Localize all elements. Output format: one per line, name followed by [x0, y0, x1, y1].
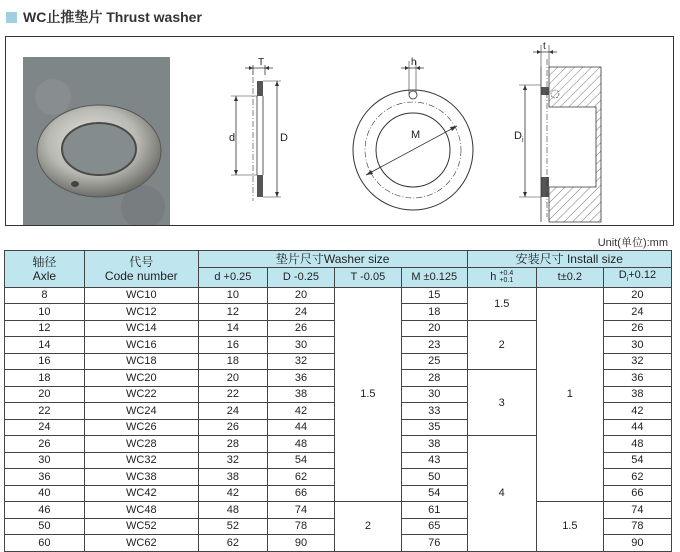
cell-axle: 10 — [5, 304, 85, 321]
cell-axle: 18 — [5, 370, 85, 387]
cell-M: 23 — [401, 337, 467, 354]
cell-D: 54 — [268, 452, 335, 469]
cell-d: 20 — [198, 370, 267, 387]
cell-M: 50 — [401, 469, 467, 486]
cell-axle: 14 — [5, 337, 85, 354]
cell-code: WC26 — [84, 419, 198, 436]
cell-D: 38 — [268, 386, 335, 403]
cell-D: 48 — [268, 436, 335, 453]
cell-D: 30 — [268, 337, 335, 354]
cell-D: 90 — [268, 535, 335, 552]
cell-Di: 36 — [603, 370, 671, 387]
washer-photo — [23, 57, 170, 225]
dim-label-t: t — [543, 41, 546, 52]
cell-code: WC20 — [84, 370, 198, 387]
dim-label-M: M — [411, 129, 421, 141]
cell-D: 32 — [268, 353, 335, 370]
cell-M: 61 — [401, 502, 467, 519]
page-header — [6, 8, 202, 26]
cell-M: 15 — [401, 287, 467, 304]
cell-D: 42 — [268, 403, 335, 420]
cell-Di: 54 — [603, 452, 671, 469]
cell-M: 33 — [401, 403, 467, 420]
header-M: M ±0.125 — [401, 267, 467, 287]
cell-Di: 38 — [603, 386, 671, 403]
cell-t: 1.5 — [536, 502, 603, 552]
cell-code: WC48 — [84, 502, 198, 519]
header-T: T -0.05 — [334, 267, 401, 287]
cell-D: 78 — [268, 518, 335, 535]
cell-Di: 20 — [603, 287, 671, 304]
cell-Di: 24 — [603, 304, 671, 321]
cell-t: 1 — [536, 287, 603, 502]
cell-d: 26 — [198, 419, 267, 436]
cell-axle: 46 — [5, 502, 85, 519]
cell-M: 38 — [401, 436, 467, 453]
cell-D: 20 — [268, 287, 335, 304]
cell-D: 66 — [268, 485, 335, 502]
cell-code: WC18 — [84, 353, 198, 370]
cell-M: 18 — [401, 304, 467, 321]
cell-D: 24 — [268, 304, 335, 321]
cell-M: 25 — [401, 353, 467, 370]
spec-table — [4, 250, 672, 552]
cell-h: 1.5 — [467, 287, 536, 320]
cell-M: 65 — [401, 518, 467, 535]
cell-code: WC14 — [84, 320, 198, 337]
cell-Di: 30 — [603, 337, 671, 354]
dim-label-d: d — [229, 132, 236, 144]
header-axle: 轴径 Axle — [5, 251, 85, 288]
unit-label: Unit(单位):mm — [597, 237, 668, 249]
cell-axle: 22 — [5, 403, 85, 420]
cell-Di: 62 — [603, 469, 671, 486]
cell-code: WC62 — [84, 535, 198, 552]
cell-code: WC42 — [84, 485, 198, 502]
cell-code: WC12 — [84, 304, 198, 321]
cell-D: 44 — [268, 419, 335, 436]
cell-Di: 90 — [603, 535, 671, 552]
cell-d: 28 — [198, 436, 267, 453]
cell-d: 52 — [198, 518, 267, 535]
drawing-panel — [5, 36, 674, 226]
cell-axle: 36 — [5, 469, 85, 486]
cell-axle: 30 — [5, 452, 85, 469]
cell-d: 32 — [198, 452, 267, 469]
cell-axle: 12 — [5, 320, 85, 337]
cell-d: 22 — [198, 386, 267, 403]
cell-code: WC38 — [84, 469, 198, 486]
header-install-size: 安装尺寸 Install size — [467, 251, 671, 268]
cell-code: WC16 — [84, 337, 198, 354]
table-row — [5, 502, 672, 519]
section-view-drawing — [211, 51, 311, 225]
cell-h: 4 — [467, 436, 536, 552]
spec-table-body — [5, 287, 672, 551]
cell-D: 36 — [268, 370, 335, 387]
dim-label-T: T — [258, 57, 265, 68]
cell-M: 28 — [401, 370, 467, 387]
cell-h: 3 — [467, 370, 536, 436]
cell-d: 12 — [198, 304, 267, 321]
cell-axle: 8 — [5, 287, 85, 304]
cell-d: 42 — [198, 485, 267, 502]
cell-Di: 78 — [603, 518, 671, 535]
cell-Di: 44 — [603, 419, 671, 436]
header-d: d +0.25 — [198, 267, 267, 287]
dim-label-D: D — [280, 132, 288, 144]
header-code: 代号 Code number — [84, 251, 198, 288]
cell-D: 26 — [268, 320, 335, 337]
cell-axle: 24 — [5, 419, 85, 436]
cell-Di: 32 — [603, 353, 671, 370]
header-t: t±0.2 — [536, 267, 603, 287]
dim-label-Di: $D_i$ — [514, 130, 524, 145]
cell-d: 62 — [198, 535, 267, 552]
cell-d: 48 — [198, 502, 267, 519]
cell-Di: 48 — [603, 436, 671, 453]
cell-T: 2 — [334, 502, 401, 552]
cell-d: 10 — [198, 287, 267, 304]
cell-Di: 74 — [603, 502, 671, 519]
cell-D: 62 — [268, 469, 335, 486]
cell-M: 76 — [401, 535, 467, 552]
title-marker — [6, 12, 17, 23]
cell-d: 18 — [198, 353, 267, 370]
cell-h: 2 — [467, 320, 536, 370]
cell-M: 20 — [401, 320, 467, 337]
table-row — [5, 287, 672, 304]
cell-axle: 26 — [5, 436, 85, 453]
header-washer-size: 垫片尺寸Washer size — [198, 251, 467, 268]
cell-M: 54 — [401, 485, 467, 502]
cell-d: 38 — [198, 469, 267, 486]
header-Di: $D_i+0.12$ — [603, 267, 671, 287]
cell-d: 14 — [198, 320, 267, 337]
dim-label-h: h — [411, 57, 417, 68]
install-view-drawing — [511, 37, 636, 227]
cell-d: 16 — [198, 337, 267, 354]
cell-code: WC32 — [84, 452, 198, 469]
cell-code: WC24 — [84, 403, 198, 420]
cell-axle: 16 — [5, 353, 85, 370]
cell-D: 74 — [268, 502, 335, 519]
cell-d: 24 — [198, 403, 267, 420]
page-title: WC止推垫片 Thrust washer — [23, 9, 202, 25]
cell-code: WC28 — [84, 436, 198, 453]
cell-T: 1.5 — [334, 287, 401, 502]
cell-Di: 66 — [603, 485, 671, 502]
cell-M: 30 — [401, 386, 467, 403]
cell-axle: 20 — [5, 386, 85, 403]
cell-axle: 40 — [5, 485, 85, 502]
cell-code: WC22 — [84, 386, 198, 403]
header-D: D -0.25 — [268, 267, 335, 287]
cell-Di: 26 — [603, 320, 671, 337]
cell-code: WC10 — [84, 287, 198, 304]
cell-axle: 50 — [5, 518, 85, 535]
cell-M: 43 — [401, 452, 467, 469]
cell-Di: 42 — [603, 403, 671, 420]
header-h: h +0.4 +0.1 — [467, 267, 536, 287]
cell-code: WC52 — [84, 518, 198, 535]
cell-M: 35 — [401, 419, 467, 436]
cell-axle: 60 — [5, 535, 85, 552]
